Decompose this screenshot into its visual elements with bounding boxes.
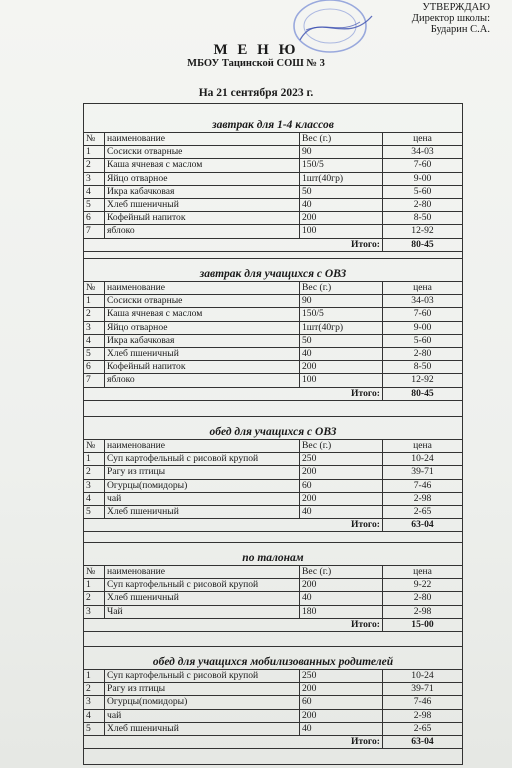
row-num: 5	[84, 722, 105, 735]
row-weight: 40	[300, 722, 383, 735]
row-price: 2-98	[383, 492, 463, 505]
row-price: 10-24	[383, 453, 463, 466]
table-header-row	[84, 133, 463, 146]
header-price: цена	[383, 282, 463, 295]
row-name: Яйцо отварное	[105, 172, 300, 185]
row-num: 3	[84, 479, 105, 492]
row-price: 39-71	[383, 466, 463, 479]
row-weight: 40	[300, 199, 383, 212]
table-row	[84, 605, 463, 618]
section-lunch-mobilized	[83, 646, 463, 749]
row-num: 4	[84, 185, 105, 198]
approval-title: УТВЕРЖДАЮ	[422, 2, 490, 13]
total-row	[84, 618, 463, 631]
row-num: 3	[84, 696, 105, 709]
row-price: 2-98	[383, 605, 463, 618]
section-lunch-ovz	[83, 416, 463, 532]
row-weight: 1шт(40гр)	[300, 321, 383, 334]
row-price: 7-46	[383, 479, 463, 492]
row-price: 8-50	[383, 361, 463, 374]
row-name: яблоко	[105, 225, 300, 238]
section-title: завтрак для 1-4 классов	[212, 119, 334, 131]
row-name: Кофейный напиток	[105, 212, 300, 225]
row-weight: 200	[300, 466, 383, 479]
row-weight: 250	[300, 670, 383, 683]
row-name: чай	[105, 492, 300, 505]
table-row	[84, 199, 463, 212]
row-name: Хлеб пшеничный	[105, 348, 300, 361]
row-num: 1	[84, 146, 105, 159]
row-num: 6	[84, 361, 105, 374]
table-header-row	[84, 566, 463, 579]
row-weight: 200	[300, 709, 383, 722]
row-name: Каша ячневая с маслом	[105, 308, 300, 321]
row-weight: 50	[300, 185, 383, 198]
school-name: МБОУ Тацинской СОШ № 3	[187, 58, 325, 69]
table-row	[84, 722, 463, 735]
row-name: Сосиски отварные	[105, 146, 300, 159]
header-price: цена	[383, 440, 463, 453]
row-price: 2-65	[383, 506, 463, 519]
row-num: 4	[84, 709, 105, 722]
row-num: 4	[84, 334, 105, 347]
section-title: обед для учащихся мобилизованных родителей	[83, 646, 463, 669]
row-name: Суп картофельный с рисовой крупой	[105, 579, 300, 592]
table-row	[84, 374, 463, 387]
header-name: наименование	[105, 133, 300, 146]
row-price: 12-92	[383, 374, 463, 387]
row-num: 5	[84, 348, 105, 361]
row-name: Огурцы(помидоры)	[105, 479, 300, 492]
header-weight: Вес (г.)	[300, 133, 383, 146]
row-name: чай	[105, 709, 300, 722]
section-breakfast-1-4	[83, 110, 463, 252]
row-name: Хлеб пшеничный	[105, 592, 300, 605]
row-weight: 40	[300, 348, 383, 361]
row-weight: 60	[300, 479, 383, 492]
row-price: 39-71	[383, 683, 463, 696]
approval-signer: Бударин С.А.	[430, 24, 490, 35]
row-name: Яйцо отварное	[105, 321, 300, 334]
row-name: Рагу из птицы	[105, 466, 300, 479]
total-row	[84, 519, 463, 532]
total-value: 80-45	[383, 238, 463, 251]
row-price: 34-03	[383, 146, 463, 159]
total-value: 80-45	[383, 387, 463, 400]
row-name: Рагу из птицы	[105, 683, 300, 696]
section-title: обед для учащихся с ОВЗ	[83, 416, 463, 439]
table-row	[84, 696, 463, 709]
row-price: 9-22	[383, 579, 463, 592]
table-header-row	[84, 282, 463, 295]
row-name: Хлеб пшеничный	[105, 722, 300, 735]
row-num: 1	[84, 670, 105, 683]
row-price: 5-60	[383, 334, 463, 347]
row-num: 3	[84, 321, 105, 334]
row-price: 7-60	[383, 159, 463, 172]
table-row	[84, 295, 463, 308]
row-name: Хлеб пшеничный	[105, 199, 300, 212]
row-weight: 200	[300, 212, 383, 225]
table-row	[84, 348, 463, 361]
page-title: М Е Н Ю	[213, 42, 299, 58]
total-label: Итого:	[84, 238, 383, 251]
row-weight: 1шт(40гр)	[300, 172, 383, 185]
menu-table	[83, 565, 463, 632]
table-row	[84, 334, 463, 347]
total-value: 63-04	[383, 519, 463, 532]
row-name: Кофейный напиток	[105, 361, 300, 374]
row-name: Суп картофельный с рисовой крупой	[105, 670, 300, 683]
menu-table	[83, 281, 463, 401]
section-breakfast-ovz	[83, 258, 463, 401]
table-row	[84, 146, 463, 159]
table-header-row	[84, 440, 463, 453]
row-weight: 200	[300, 492, 383, 505]
header-num: №	[84, 566, 105, 579]
row-num: 7	[84, 225, 105, 238]
row-weight: 40	[300, 506, 383, 519]
total-label: Итого:	[84, 618, 383, 631]
row-price: 10-24	[383, 670, 463, 683]
row-name: Икра кабачковая	[105, 334, 300, 347]
row-price: 2-80	[383, 348, 463, 361]
table-row	[84, 479, 463, 492]
row-price: 12-92	[383, 225, 463, 238]
menu-date: На 21 сентября 2023 г.	[198, 87, 314, 99]
row-num: 1	[84, 579, 105, 592]
total-row	[84, 736, 463, 749]
row-num: 1	[84, 453, 105, 466]
table-row	[84, 361, 463, 374]
row-weight: 90	[300, 295, 383, 308]
table-row	[84, 225, 463, 238]
row-num: 1	[84, 295, 105, 308]
row-price: 2-98	[383, 709, 463, 722]
total-label: Итого:	[84, 519, 383, 532]
approval-block	[412, 2, 490, 35]
row-weight: 100	[300, 374, 383, 387]
row-num: 2	[84, 308, 105, 321]
row-weight: 200	[300, 361, 383, 374]
row-name: яблоко	[105, 374, 300, 387]
header-name: наименование	[105, 282, 300, 295]
row-num: 3	[84, 172, 105, 185]
header-name: наименование	[105, 566, 300, 579]
row-price: 2-65	[383, 722, 463, 735]
section-title: по талонам	[83, 542, 463, 565]
row-num: 5	[84, 506, 105, 519]
row-weight: 90	[300, 146, 383, 159]
approval-position: Директор школы:	[411, 13, 490, 24]
menu-table	[83, 132, 463, 252]
table-row	[84, 453, 463, 466]
header-weight: Вес (г.)	[300, 282, 383, 295]
section-coupons	[83, 542, 463, 632]
row-weight: 40	[300, 592, 383, 605]
row-weight: 60	[300, 696, 383, 709]
row-price: 2-80	[383, 592, 463, 605]
row-price: 5-60	[383, 185, 463, 198]
total-row	[84, 238, 463, 251]
row-name: Чай	[105, 605, 300, 618]
row-weight: 200	[300, 579, 383, 592]
row-weight: 200	[300, 683, 383, 696]
table-row	[84, 709, 463, 722]
row-weight: 150/5	[300, 159, 383, 172]
header-num: №	[84, 440, 105, 453]
row-name: Сосиски отварные	[105, 295, 300, 308]
table-row	[84, 308, 463, 321]
row-num: 2	[84, 159, 105, 172]
table-row	[84, 185, 463, 198]
row-weight: 100	[300, 225, 383, 238]
total-row	[84, 387, 463, 400]
header-price: цена	[383, 133, 463, 146]
section-title: завтрак для учащихся с ОВЗ	[83, 258, 463, 281]
row-price: 34-03	[383, 295, 463, 308]
total-value: 63-04	[383, 736, 463, 749]
row-price: 9-00	[383, 321, 463, 334]
row-num: 4	[84, 492, 105, 505]
row-price: 2-80	[383, 199, 463, 212]
row-price: 9-00	[383, 172, 463, 185]
table-row	[84, 172, 463, 185]
table-row	[84, 492, 463, 505]
row-num: 3	[84, 605, 105, 618]
header-name: наименование	[105, 440, 300, 453]
row-weight: 180	[300, 605, 383, 618]
header-num: №	[84, 133, 105, 146]
row-price: 7-60	[383, 308, 463, 321]
header-price: цена	[383, 566, 463, 579]
header-num: №	[84, 282, 105, 295]
row-name: Икра кабачковая	[105, 185, 300, 198]
table-row	[84, 683, 463, 696]
row-num: 5	[84, 199, 105, 212]
total-label: Итого:	[84, 387, 383, 400]
row-num: 7	[84, 374, 105, 387]
row-name: Суп картофельный с рисовой крупой	[105, 453, 300, 466]
header-weight: Вес (г.)	[300, 440, 383, 453]
row-name: Хлеб пшеничный	[105, 506, 300, 519]
table-row	[84, 579, 463, 592]
row-weight: 50	[300, 334, 383, 347]
menu-table	[83, 439, 463, 532]
table-row	[84, 212, 463, 225]
row-price: 8-50	[383, 212, 463, 225]
table-row	[84, 159, 463, 172]
row-weight: 250	[300, 453, 383, 466]
menu-table	[83, 669, 463, 749]
row-num: 2	[84, 683, 105, 696]
header-weight: Вес (г.)	[300, 566, 383, 579]
row-num: 2	[84, 466, 105, 479]
total-label: Итого:	[84, 736, 383, 749]
table-row	[84, 466, 463, 479]
row-weight: 150/5	[300, 308, 383, 321]
table-row	[84, 670, 463, 683]
row-name: Огурцы(помидоры)	[105, 696, 300, 709]
table-row	[84, 592, 463, 605]
row-num: 2	[84, 592, 105, 605]
row-name: Каша ячневая с маслом	[105, 159, 300, 172]
row-num: 6	[84, 212, 105, 225]
row-price: 7-46	[383, 696, 463, 709]
total-value: 15-00	[383, 618, 463, 631]
table-row	[84, 321, 463, 334]
table-row	[84, 506, 463, 519]
